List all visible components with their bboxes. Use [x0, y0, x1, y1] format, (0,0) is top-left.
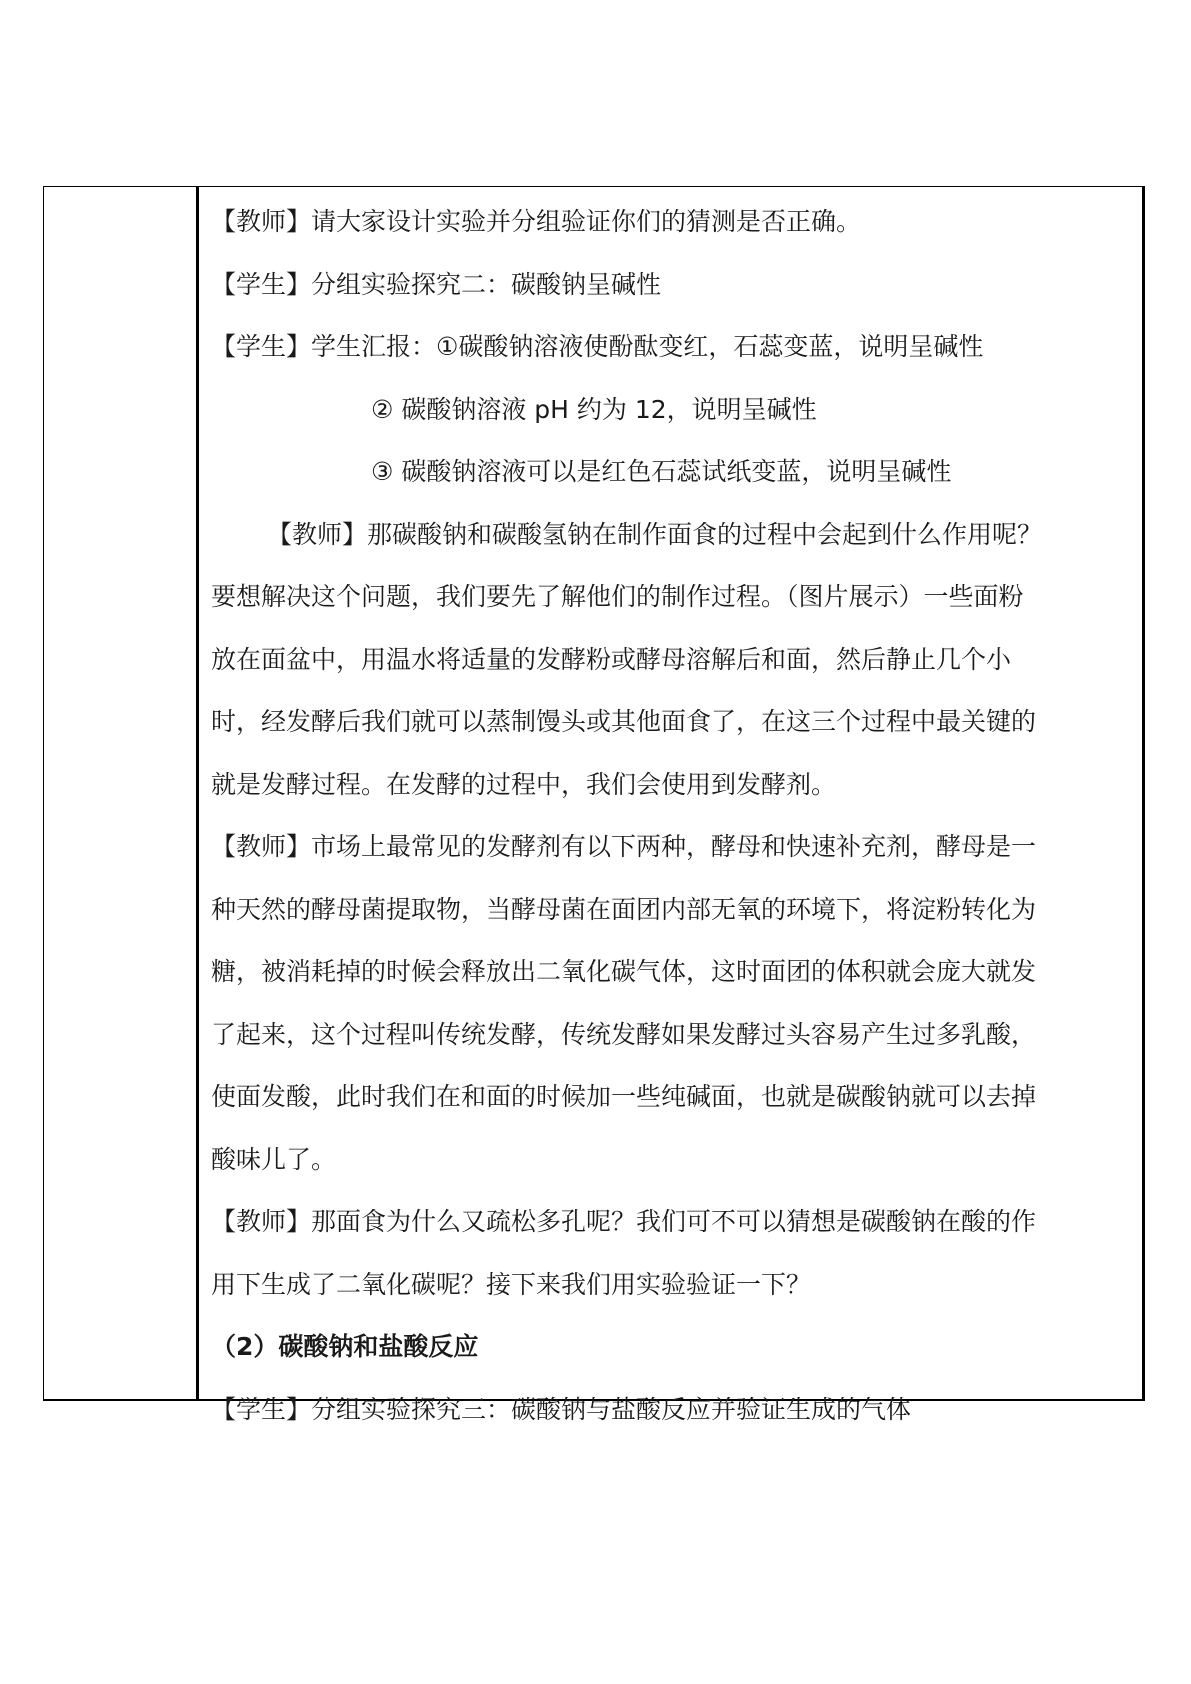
- section-heading: （2）碳酸钠和盐酸反应: [211, 1332, 479, 1361]
- text-line: 使面发酸，此时我们在和面的时候加一些纯碱面，也就是碳酸钠就可以去掉: [211, 1082, 1037, 1111]
- left-column-cell: [44, 187, 199, 1399]
- text-line: 【教师】请大家设计实验并分组验证你们的猜测是否正确。: [211, 207, 862, 236]
- text-line: 酸味儿了。: [211, 1144, 337, 1174]
- text-line: ③ 碳酸钠溶液可以是红色石蕊试纸变蓝，说明呈碱性: [371, 457, 952, 486]
- text-line: 要想解决这个问题，我们要先了解他们的制作过程。（图片展示）一些面粉: [211, 582, 1024, 611]
- text-line: 糖，被消耗掉的时候会释放出二氧化碳气体，这时面团的体积就会庞大就发: [211, 957, 1037, 986]
- right-column-cell: [199, 187, 1142, 1424]
- text-line: 【教师】那碳酸钠和碳酸氢钠在制作面食的过程中会起到什么作用呢？: [267, 519, 1043, 549]
- text-line: 放在面盆中，用温水将适量的发酵粉或酵母溶解后和面，然后静止几个小: [211, 644, 1012, 674]
- text-line: 用下生成了二氧化碳呢？接下来我们用实验验证一下？: [211, 1269, 812, 1299]
- lesson-table: [43, 186, 1145, 1424]
- text-line: 【学生】分组实验探究三：碳酸钠与盐酸反应并验证生成的气体: [211, 1394, 912, 1424]
- text-line: 【学生】分组实验探究二：碳酸钠呈碱性: [211, 269, 662, 299]
- text-line: 【教师】市场上最常见的发酵剂有以下两种，酵母和快速补充剂，酵母是一: [211, 832, 1037, 861]
- text-line: 就是发酵过程。在发酵的过程中，我们会使用到发酵剂。: [211, 769, 837, 799]
- text-line: 种天然的酵母菌提取物，当酵母菌在面团内部无氧的环境下，将淀粉转化为: [211, 894, 1037, 924]
- text-line: 【教师】那面食为什么又疏松多孔呢？我们可不可以猜想是碳酸钠在酸的作: [211, 1207, 1037, 1236]
- text-line: 【学生】学生汇报：①碳酸钠溶液使酚酞变红，石蕊变蓝，说明呈碱性: [211, 332, 984, 361]
- text-line: 时，经发酵后我们就可以蒸制馒头或其他面食了，在这三个过程中最关键的: [211, 707, 1037, 736]
- text-line: ② 碳酸钠溶液 pH 约为 12，说明呈碱性: [371, 394, 817, 424]
- text-line: 了起来，这个过程叫传统发酵，传统发酵如果发酵过头容易产生过多乳酸，: [211, 1019, 1037, 1049]
